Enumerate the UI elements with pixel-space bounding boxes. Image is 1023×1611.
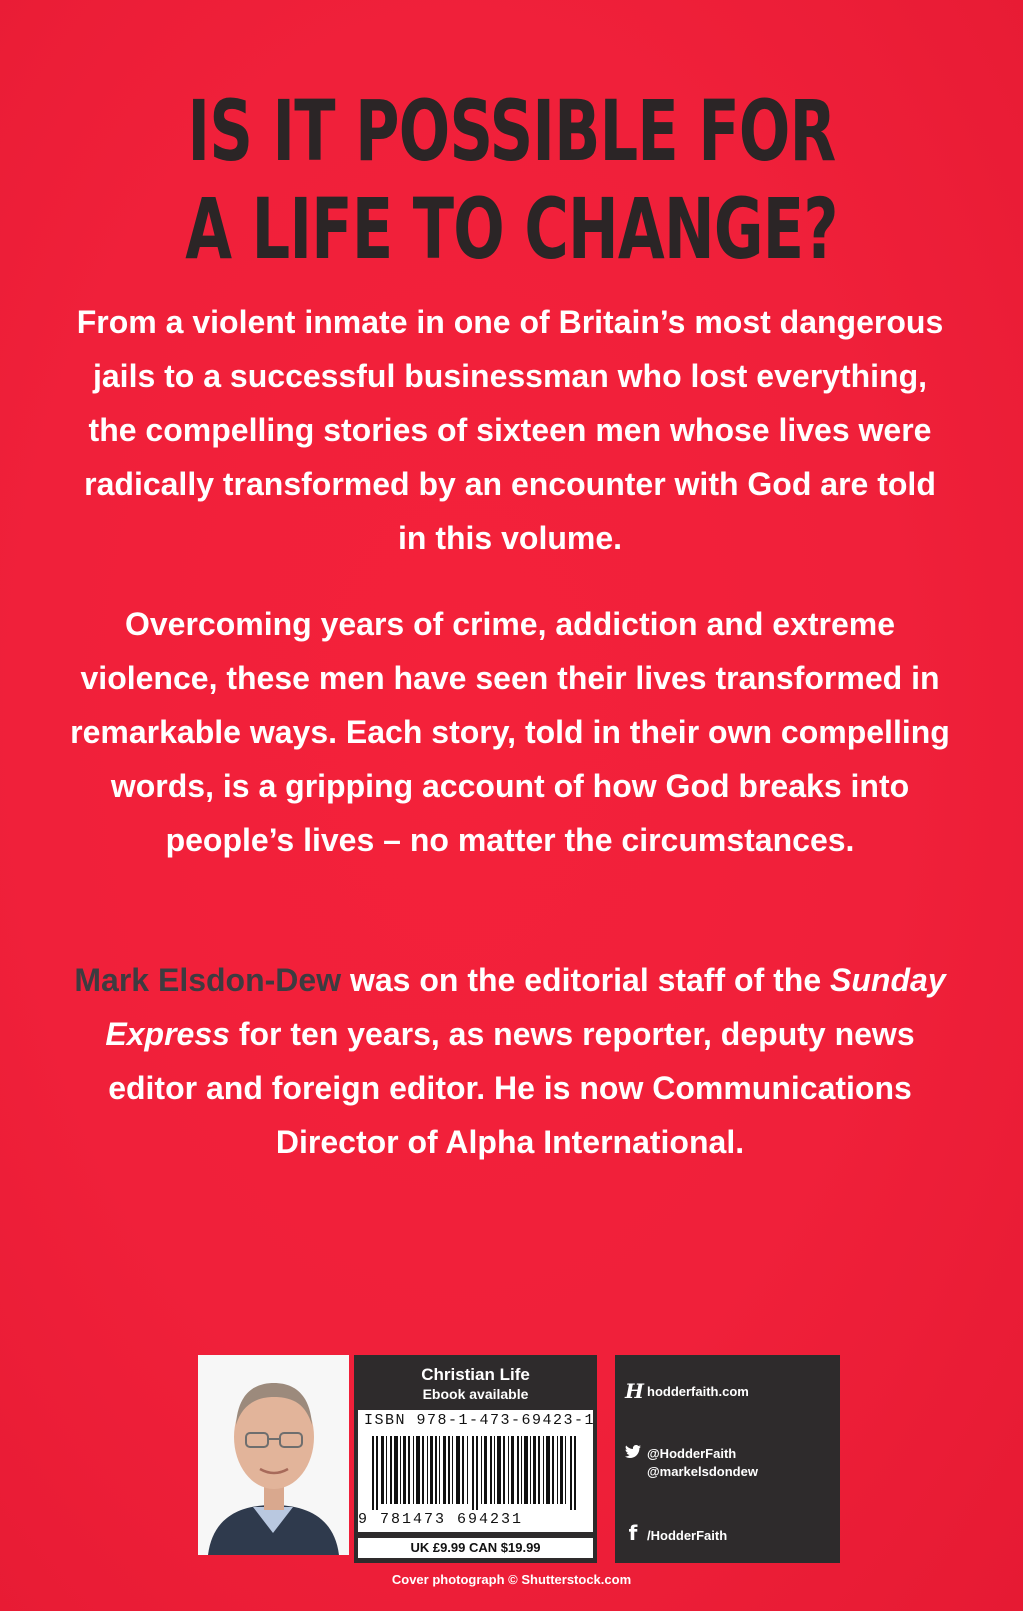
author-bio xyxy=(70,953,950,1169)
facebook-icon: f xyxy=(628,1521,638,1545)
category-label: Christian Life xyxy=(421,1365,530,1384)
cover-photo-credit: Cover photograph © Shutterstock.com xyxy=(391,1572,632,1587)
barcode-panel xyxy=(358,1410,596,1532)
facebook-text: /HodderFaith xyxy=(647,1528,728,1543)
headline-line-1: IS IT POSSIBLE FOR xyxy=(187,82,836,180)
author-photo xyxy=(198,1355,349,1555)
author-name: Mark Elsdon-Dew xyxy=(74,962,342,998)
publication-name: Sunday Express xyxy=(105,962,946,1052)
headline-line-2: A LIFE TO CHANGE? xyxy=(185,180,838,278)
blurb-paragraph-1: From a violent inmate in one of Britain’s most dangerous jails to a successful businessman who lost everything, the compelling stories of sixteen men whose lives were radically transformed by an encounter with God are told in this volume. xyxy=(76,304,944,556)
book-info-box xyxy=(354,1355,597,1563)
twitter-row xyxy=(625,1445,758,1481)
hodder-logo-icon: H xyxy=(625,1379,644,1403)
twitter-handle-1: @HodderFaith xyxy=(647,1446,737,1461)
headline xyxy=(143,82,880,278)
twitter-handle-2: @markelsdondew xyxy=(647,1464,758,1479)
twitter-icon xyxy=(625,1445,641,1463)
facebook-row xyxy=(625,1521,727,1545)
social-box xyxy=(615,1355,840,1563)
barcode-icon xyxy=(372,1436,580,1510)
author-portrait-image xyxy=(198,1355,349,1555)
barcode-digits: 9 781473 694231 xyxy=(358,1511,524,1528)
author-bio-text-b: for ten years, as news reporter, deputy news editor and foreign editor. He is now Communications Director of Alpha International. xyxy=(108,1016,915,1160)
price-label: UK £9.99 CAN $19.99 xyxy=(358,1538,593,1558)
website-row xyxy=(625,1379,749,1403)
isbn-text: ISBN 978-1-473-69423-1 xyxy=(364,1412,596,1429)
author-bio-text-a: was on the editorial staff of the xyxy=(341,962,831,998)
website-text: hodderfaith.com xyxy=(647,1384,749,1399)
blurb-paragraph-2: Overcoming years of crime, addiction and extreme violence, these men have seen their lives transformed in remarkable ways. Each story, told in their own compelling words, is a gripping account of how God breaks into people’s lives – no matter the circumstances. xyxy=(70,606,950,858)
ebook-label: Ebook available xyxy=(422,1386,529,1402)
